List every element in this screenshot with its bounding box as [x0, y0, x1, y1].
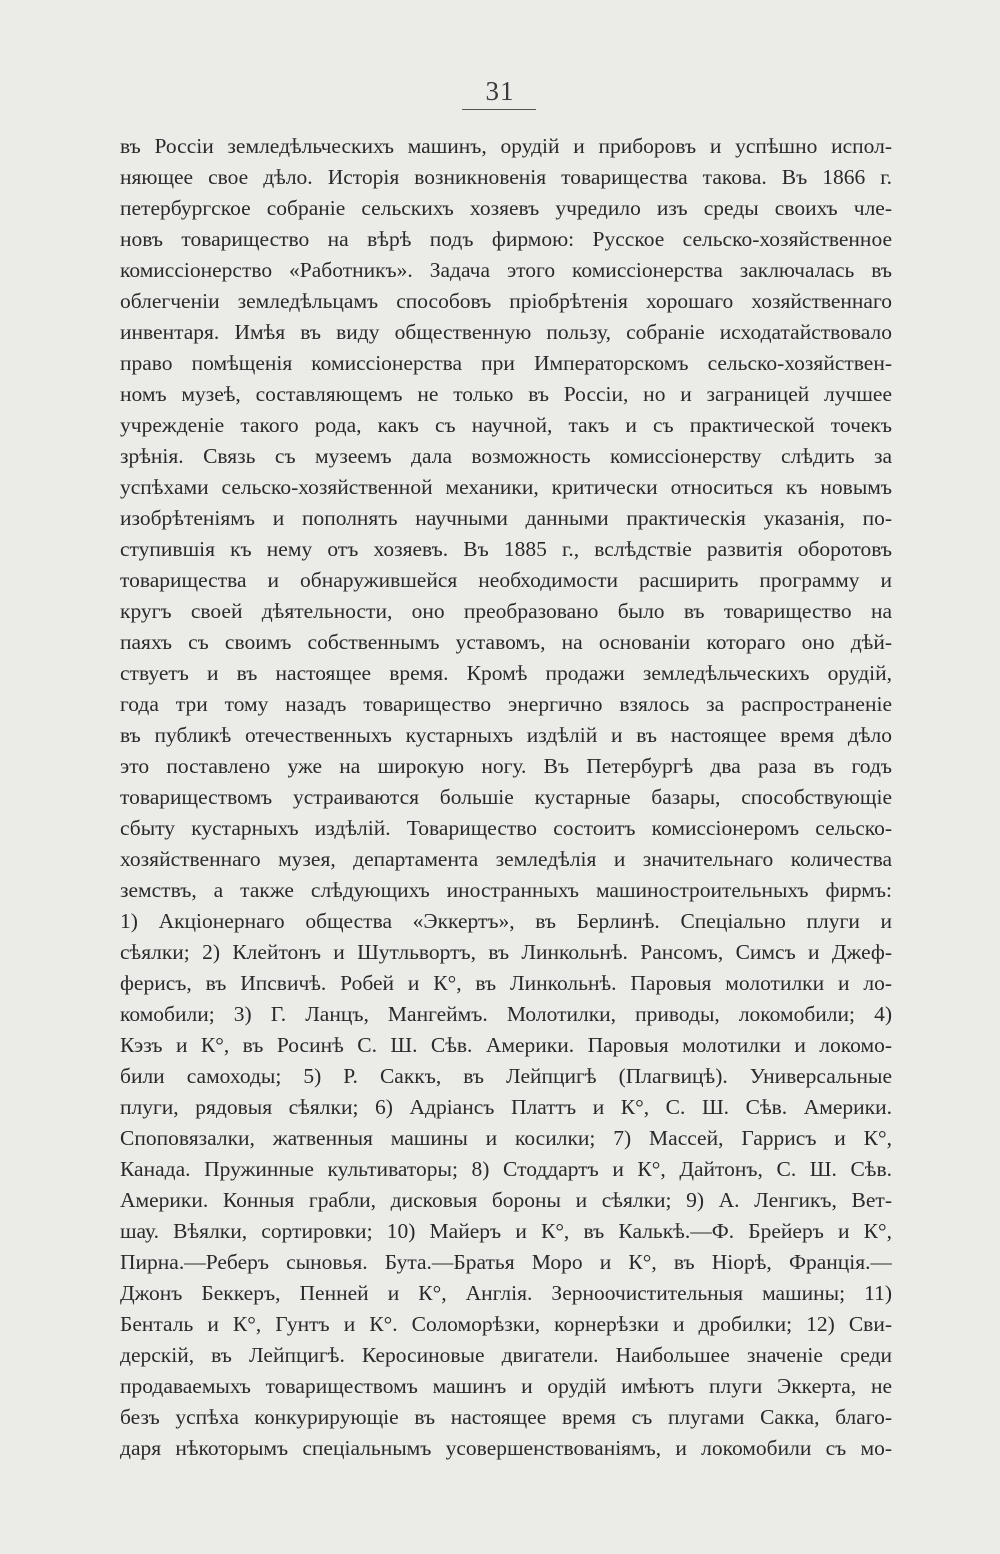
text-line: это поставлено уже на широкую ногу. Въ Петербургѣ два раза въ годъ — [120, 754, 892, 778]
text-line: право помѣщенія комиссіонерства при Императорскомъ сельско-хозяйствен- — [120, 351, 892, 375]
text-line: комиссіонерство «Работникъ». Задача этого комиссіонерства заключалась въ — [120, 258, 892, 282]
text-line: Америки. Конныя грабли, дисковыя бороны и сѣялки; 9) А. Ленгикъ, Вет- — [120, 1188, 892, 1212]
text-line: плуги, рядовыя сѣялки; 6) Адріансъ Платтъ и К°, С. Ш. Сѣв. Америки. — [120, 1095, 892, 1119]
text-line: Джонъ Беккеръ, Пенней и К°, Англія. Зерноочистительныя машины; 11) — [120, 1281, 892, 1305]
text-line: Кэзъ и К°, въ Росинѣ С. Ш. Сѣв. Америки. Паровыя молотилки и локомо- — [120, 1033, 892, 1057]
text-line: 1) Акціонернаго общества «Эккертъ», въ Берлинѣ. Спеціально плуги и — [120, 909, 892, 933]
text-line: Пирна.—Реберъ сыновья. Бута.—Братья Моро и К°, въ Ніорѣ, Франція.— — [120, 1250, 892, 1274]
text-line: ступившія къ нему отъ хозяевъ. Въ 1885 г., вслѣдствіе развитія оборотовъ — [120, 537, 892, 561]
text-line: шау. Вѣялки, сортировки; 10) Майеръ и К°, въ Калькѣ.—Ф. Брейеръ и К°, — [120, 1219, 892, 1243]
text-line: продаваемыхъ товариществомъ машинъ и орудій имѣютъ плуги Эккерта, не — [120, 1374, 892, 1398]
text-line: зрѣнія. Связь съ музеемъ дала возможность комиссіонерству слѣдить за — [120, 444, 892, 468]
text-line: комобили; 3) Г. Ланцъ, Мангеймъ. Молотилки, приводы, локомобили; 4) — [120, 1002, 892, 1026]
text-line: Споповязалки, жатвенныя машины и косилки; 7) Массей, Гаррисъ и К°, — [120, 1126, 892, 1150]
text-line: безъ успѣха конкурирующіе въ настоящее время съ плугами Сакка, благо- — [120, 1405, 892, 1429]
text-line: Бенталь и К°, Гунтъ и К°. Соломорѣзки, корнерѣзки и дробилки; 12) Сви- — [120, 1312, 892, 1336]
text-line: успѣхами сельско-хозяйственной механики, критически относиться къ новымъ — [120, 475, 892, 499]
text-line: товариществомъ устраиваются большіе кустарные базары, способствующіе — [120, 785, 892, 809]
text-line: года три тому назадъ товарищество энергично взялось за распространеніе — [120, 692, 892, 716]
text-line: новъ товарищество на вѣрѣ подъ фирмою: Русское сельско-хозяйственное — [120, 227, 892, 251]
text-line: ствуетъ и въ настоящее время. Кромѣ продажи земледѣльческихъ орудій, — [120, 661, 892, 685]
text-line: товарищества и обнаружившейся необходимости расширить программу и — [120, 568, 892, 592]
text-line: петербургское собраніе сельскихъ хозяевъ учредило изъ среды своихъ чле- — [120, 196, 892, 220]
text-line: няющее свое дѣло. Исторія возникновенія товарищества такова. Въ 1866 г. — [120, 165, 892, 189]
page-number: 31 — [485, 76, 515, 106]
text-line: земствъ, а также слѣдующихъ иностранныхъ машиностроительныхъ фирмъ: — [120, 878, 892, 902]
text-line: облегченіи земледѣльцамъ способовъ пріобрѣтенія хорошаго хозяйственнаго — [120, 289, 892, 313]
text-line: хозяйственнаго музея, департамента земледѣлія и значительнаго количества — [120, 847, 892, 871]
text-line: даря нѣкоторымъ спеціальнымъ усовершенствованіямъ, и локомобили съ мо- — [120, 1436, 892, 1460]
text-line: инвентаря. Имѣя въ виду общественную пользу, собраніе исходатайствовало — [120, 320, 892, 344]
text-line: били самоходы; 5) Р. Саккъ, въ Лейпцигѣ (Плагвицѣ). Универсальные — [120, 1064, 892, 1088]
text-line: въ публикѣ отечественныхъ кустарныхъ издѣлій и въ настоящее время дѣло — [120, 723, 892, 747]
text-line: паяхъ съ своимъ собственнымъ уставомъ, на основаніи котораго оно дѣй- — [120, 630, 892, 654]
text-line: дерскій, въ Лейпцигѣ. Керосиновые двигатели. Наибольшее значеніе среди — [120, 1343, 892, 1367]
text-line: сѣялки; 2) Клейтонъ и Шутльвортъ, въ Линкольнѣ. Рансомъ, Симсъ и Джеф- — [120, 940, 892, 964]
text-line: ферисъ, въ Ипсвичѣ. Робей и К°, въ Линкольнѣ. Паровыя молотилки и ло- — [120, 971, 892, 995]
text-line: изобрѣтеніямъ и пополнять научными данными практическія указанія, по- — [120, 506, 892, 530]
page-number-rule — [462, 109, 536, 110]
text-line: учрежденіе такого рода, какъ съ научной, такъ и съ практической точекъ — [120, 413, 892, 437]
text-line: номъ музеѣ, составляющемъ не только въ Россіи, но и заграницей лучшее — [120, 382, 892, 406]
text-line: сбыту кустарныхъ издѣлій. Товарищество состоитъ комиссіонеромъ сельско- — [120, 816, 892, 840]
text-line: Канада. Пружинные культиваторы; 8) Стоддартъ и К°, Дайтонъ, С. Ш. Сѣв. — [120, 1157, 892, 1181]
text-line: кругъ своей дѣятельности, оно преобразовано было въ товарищество на — [120, 599, 892, 623]
text-line: въ Россіи земледѣльческихъ машинъ, орудій и приборовъ и успѣшно испол- — [120, 134, 892, 158]
